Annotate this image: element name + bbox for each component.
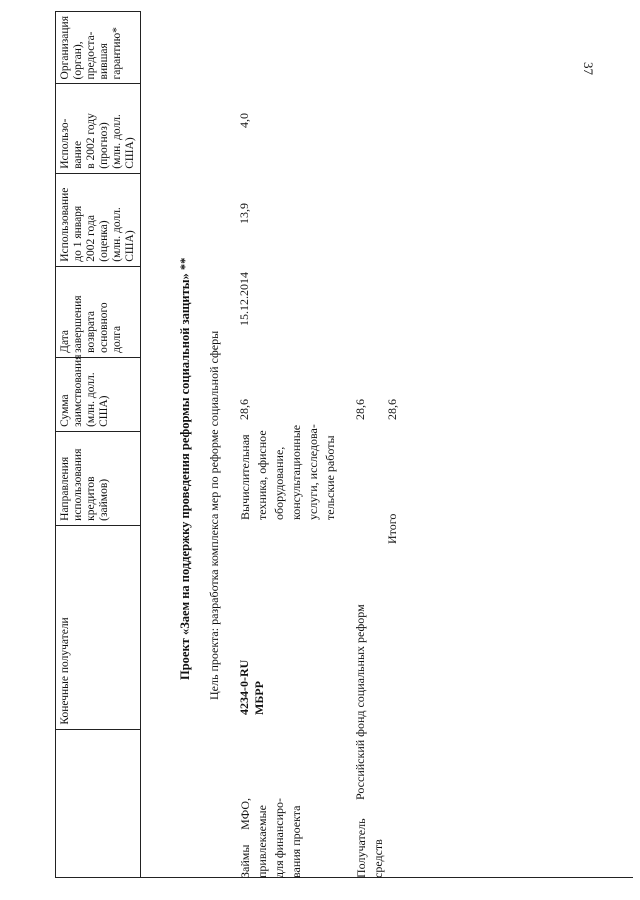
loan-purpose: Вычислительная техника, офисное оборудование, консультационные услуги, исследова- тельские работы <box>238 424 337 520</box>
header-repayment-date: Дата завершения возврата основного долга <box>56 266 140 357</box>
header-usage-forecast: Использо- вание в 2002 году (прогноз) (млн. долл. США) <box>56 83 140 172</box>
project-goal: Цель проекта: разработка комплекса мер по реформе социальной сферы <box>207 330 221 700</box>
loan-used-estimate: 13,9 <box>237 203 251 224</box>
header-blank-cell <box>56 729 140 877</box>
loan-forecast: 4,0 <box>237 113 251 128</box>
loan-amount: 28,6 <box>237 399 251 420</box>
project-title: Проект «Заем на поддержку проведения реформы социальной защиты» ** <box>178 257 192 680</box>
header-usage-estimate: Использование до 1 января 2002 года (оценка) (млн. долл. США) <box>56 173 140 266</box>
table-frame-left <box>141 877 633 878</box>
recipient-label: Получатель средств <box>354 818 385 878</box>
header-usage-directions: Направления использования кредитов (займов) <box>56 431 140 525</box>
loan-repayment-date: 15.12.2014 <box>237 272 251 326</box>
page-number: 37 <box>581 62 596 75</box>
recipient-name: Российский фонд социальных реформ <box>353 604 367 800</box>
header-table <box>55 11 141 878</box>
loan-code: 4234-0-RU МБРР <box>237 659 266 715</box>
header-borrowing-amount: Сумма заимствования (млн. долл. США) <box>56 357 140 431</box>
header-guarantor: Организация (орган), предоста- вившая гарантию* <box>59 16 123 80</box>
header-final-recipients: Конечные получатели <box>56 525 140 729</box>
total-label: Итого <box>385 513 399 544</box>
loans-label: Займы МФО, привлекаемые для финансиро- вания проекта <box>238 798 303 878</box>
recipient-amount: 28,6 <box>353 399 367 420</box>
total-amount: 28,6 <box>385 399 399 420</box>
